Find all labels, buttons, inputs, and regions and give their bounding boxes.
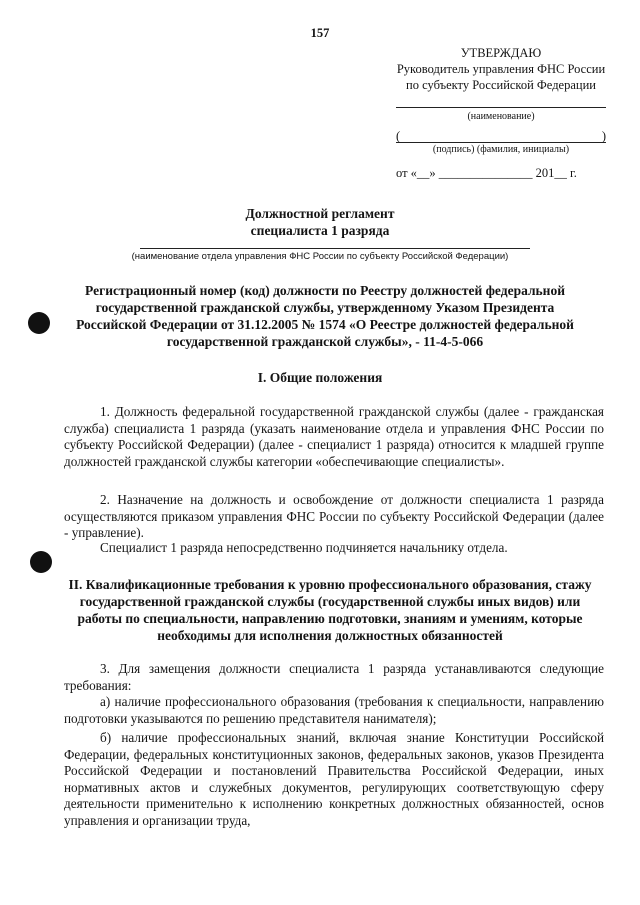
paragraph-text: 3. Для замещения должности специалиста 1 разряда устанавливаются следующие требования: (64, 661, 604, 693)
approval-block (396, 45, 606, 181)
paren-close: ) (601, 129, 606, 143)
document-title-line1: Должностной регламент (245, 206, 395, 221)
paragraph-text: а) наличие профессионального образования (требования к специальности, направлению подготовки указываются по решению представителя нанимателя); (64, 694, 604, 726)
department-caption: (наименование отдела управления ФНС России по субъекту Российской Федерации) (131, 251, 509, 262)
section1-paragraph-2 (64, 492, 604, 542)
paren-open: ( (396, 129, 401, 143)
page-number: 157 (310, 26, 330, 40)
approval-name-rule (396, 99, 606, 108)
punch-hole-1 (28, 312, 50, 334)
section2-paragraph-3 (64, 661, 604, 694)
paragraph-text: б) наличие профессиональных знаний, включая знание Конституции Российской Федерации, федеральных конституционных законов, федеральных законов, указов Президента Российской Федерации и постановлений Правительства Российской Федерации, иных нормативных актов и служебных документов, регулирующих соответствующую сферу деятельности применительно к исполнению конкретных должностных обязанностей, основ управления и организации труда, (64, 730, 604, 828)
approval-signature-caption: (подпись) (фамилия, инициалы) (432, 144, 570, 155)
registration-code: Регистрационный номер (код) должности по Реестру должностей федеральной государственной гражданской службы, утвержденному Указом Президента Российской Федерации от 31.12.2005 № 1574 «О Реестре должностей федеральной государственной гражданской службы», - 11-4-5-066 (76, 283, 574, 349)
approval-position-line2: по субъекту Российской Федерации (406, 78, 596, 92)
document-title-line2: специалиста 1 разряда (250, 223, 390, 238)
department-rule (140, 248, 530, 249)
section1-paragraph-3 (64, 540, 604, 557)
paragraph-text: 2. Назначение на должность и освобождение от должности специалиста 1 разряда осуществляются приказом управления ФНС России по субъекту Российской Федерации (далее - управление). (64, 492, 604, 540)
section1-paragraph-1 (64, 404, 604, 470)
paragraph-text: Специалист 1 разряда непосредственно подчиняется начальнику отдела. (100, 540, 508, 555)
approval-title: УТВЕРЖДАЮ (460, 46, 542, 60)
approval-date-line: от «__» _______________ 201__ г. (396, 166, 577, 180)
section1-heading: I. Общие положения (257, 370, 383, 385)
section2-heading: II. Квалификационные требования к уровню профессионального образования, стажу государственной гражданской службы (государственной службы иных видов) или работы по специальности, направлению подготовки, знаниям и умениям, которые необходимы для исполнения должностных обязанностей (68, 577, 592, 643)
section2-item-b (64, 730, 604, 829)
approval-name-caption: (наименование) (467, 111, 535, 122)
approval-position-line1: Руководитель управления ФНС России (396, 62, 606, 76)
punch-hole-2 (30, 551, 52, 573)
section2-item-a (64, 694, 604, 727)
document-title (0, 205, 640, 239)
approval-signature-line (396, 128, 606, 143)
paragraph-text: 1. Должность федеральной государственной гражданской службы (далее - гражданская служба) специалиста 1 разряда (указать наименование отдела и управления ФНС России по субъекту Российской Федерации) (далее - специалист 1 разряда) относится к младшей группе должностей гражданской службы категории «обеспечивающие специалисты». (64, 404, 604, 469)
